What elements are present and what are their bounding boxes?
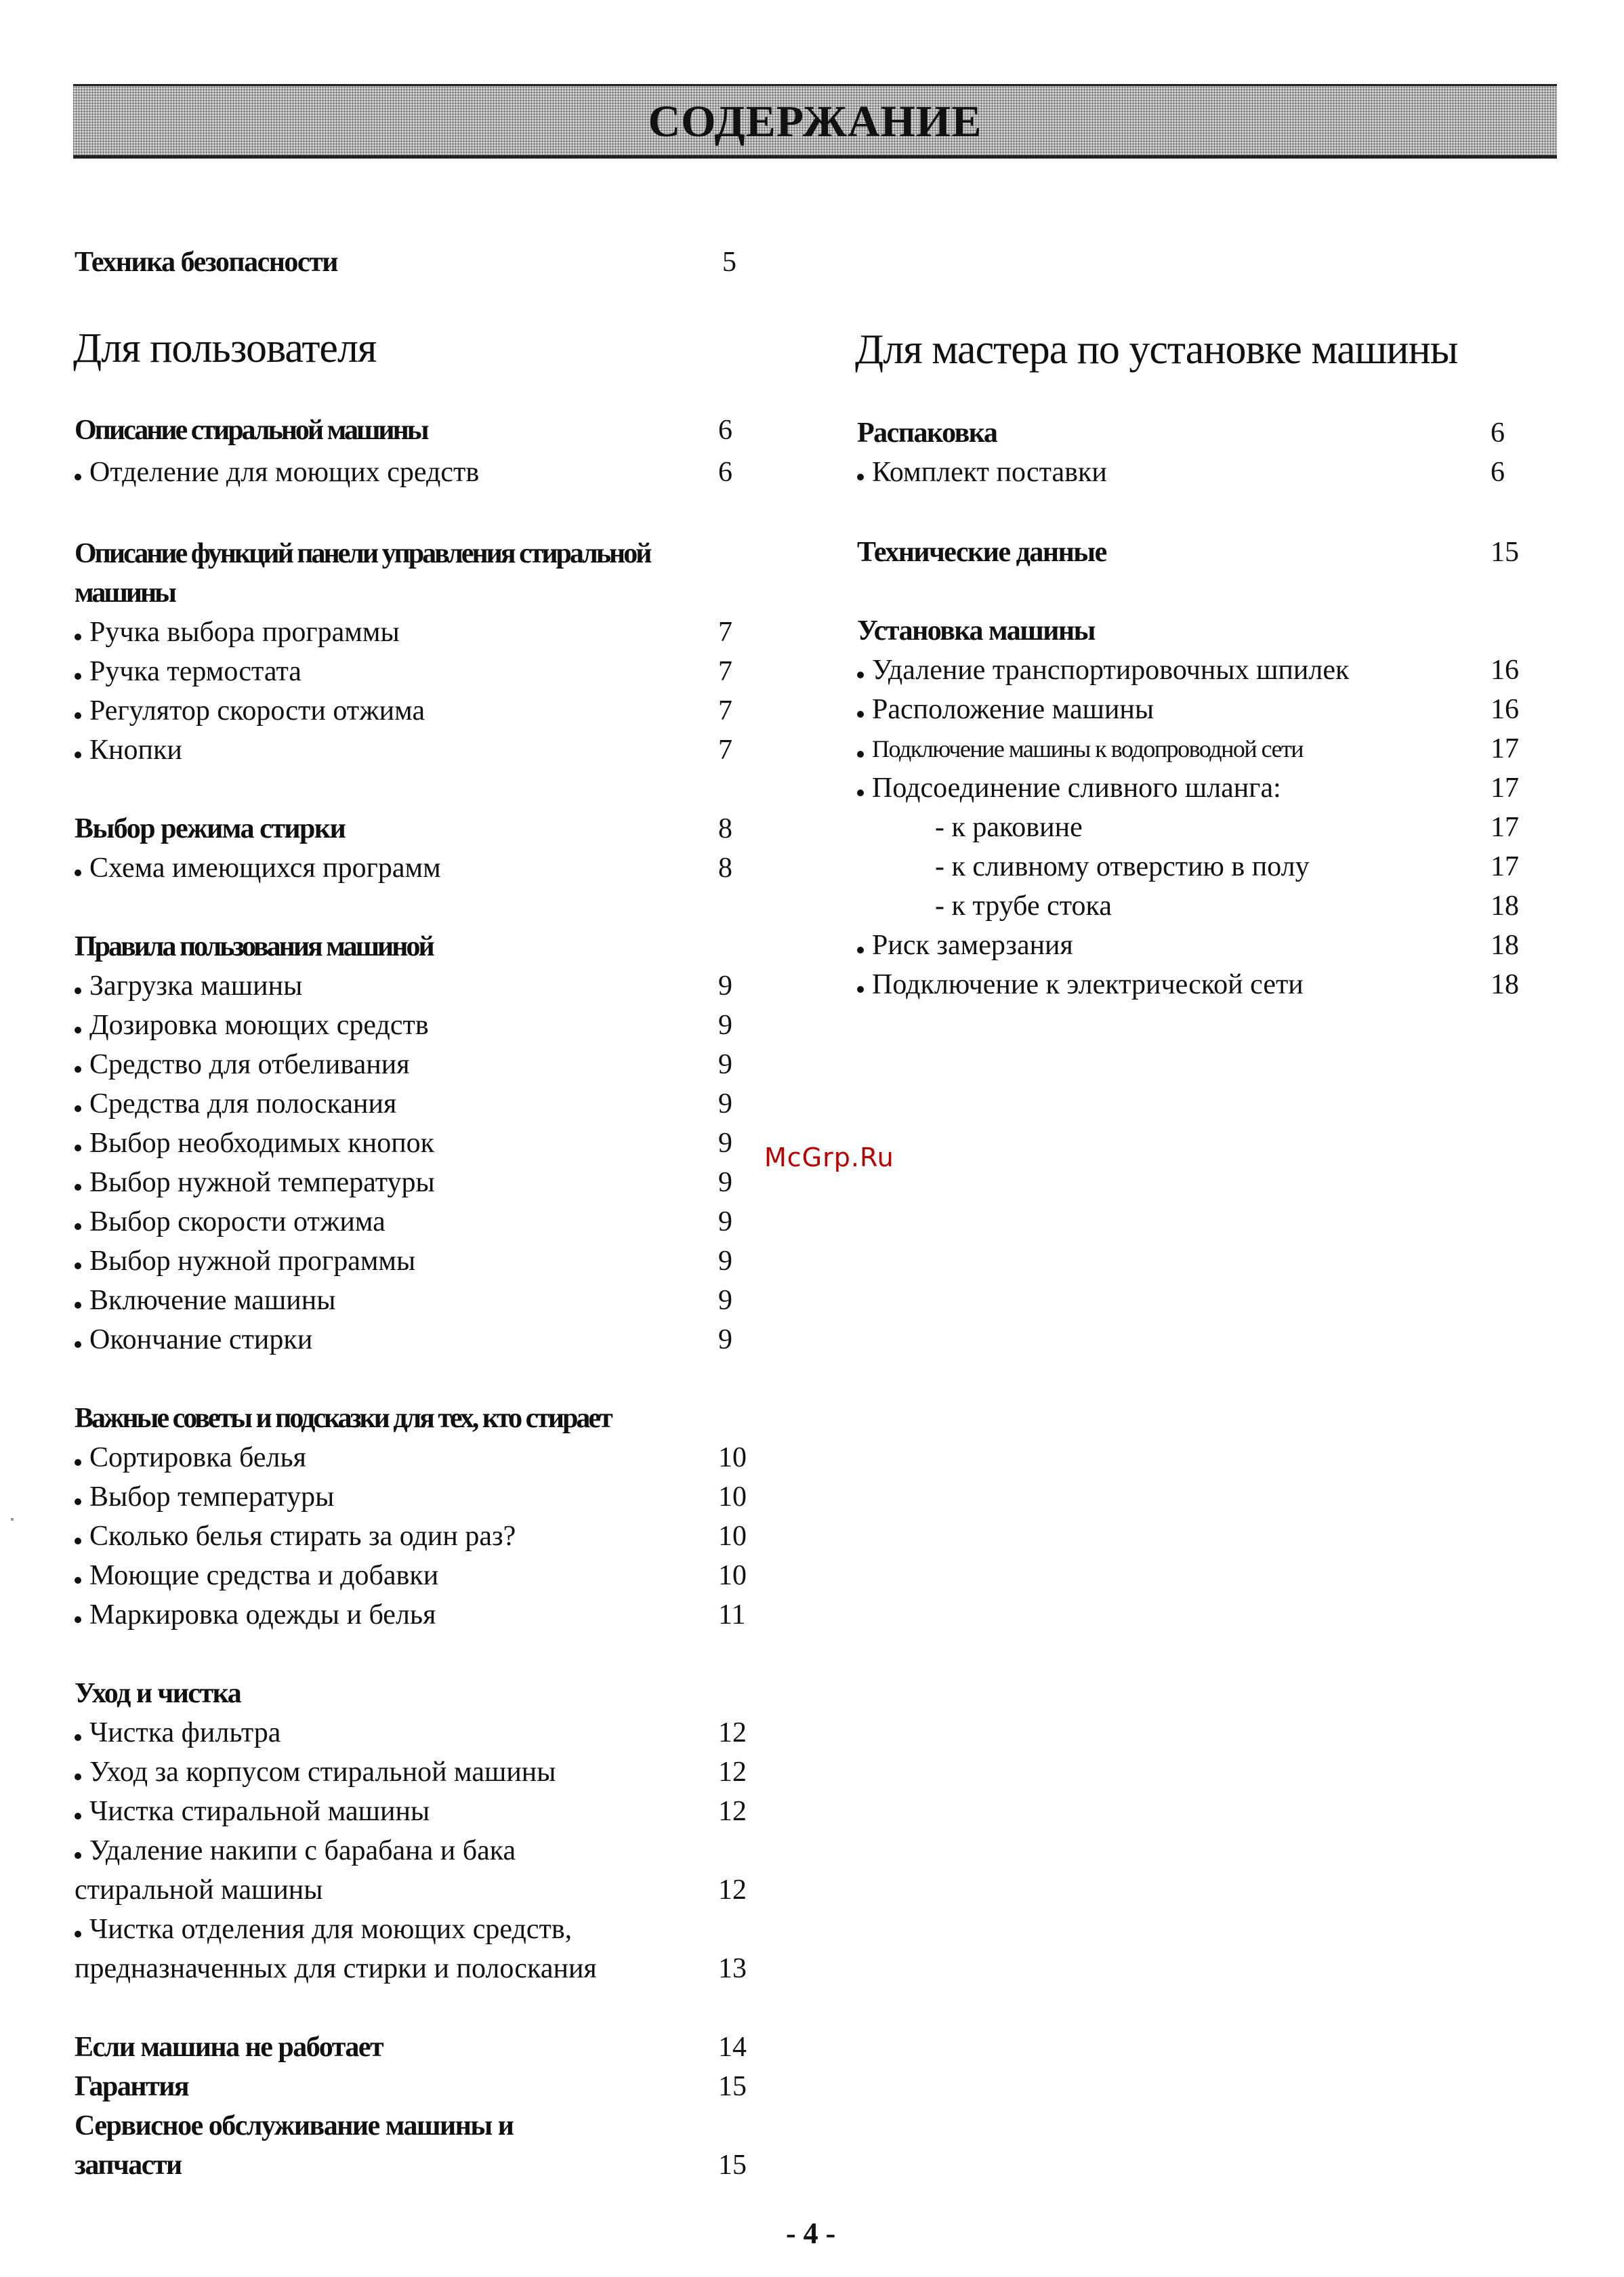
toc-section-entry[interactable] xyxy=(75,2146,752,2185)
toc-entry-page: 13 xyxy=(718,1953,747,1984)
toc-entry-label xyxy=(75,691,425,731)
toc-entry-text: машины xyxy=(75,577,175,609)
toc-entry-label xyxy=(75,573,175,613)
toc-entry-label xyxy=(75,1556,438,1595)
toc-entry[interactable] xyxy=(75,1202,752,1242)
toc-entry-text: Сколько белья стирать за один раз? xyxy=(89,1521,516,1552)
toc-entry-text: Подключение машины к водопроводной сети xyxy=(872,735,1304,762)
toc-entry-page: 15 xyxy=(718,2150,747,2181)
toc-entry-text: запчасти xyxy=(75,2150,182,2181)
toc-entry[interactable] xyxy=(75,731,752,770)
toc-entry[interactable] xyxy=(75,1949,752,1988)
toc-entry-label xyxy=(75,2067,188,2106)
toc-entry-label xyxy=(935,808,1083,847)
toc-entry-text: Загрузка машины xyxy=(89,970,303,1002)
toc-entry[interactable] xyxy=(857,729,1535,768)
toc-entry[interactable] xyxy=(75,1281,752,1320)
bullet-icon xyxy=(857,711,864,718)
toc-entry-label xyxy=(75,1084,396,1124)
toc-entry[interactable] xyxy=(857,453,1535,492)
toc-entry-page: 15 xyxy=(718,2071,747,2102)
toc-section-entry[interactable] xyxy=(75,573,752,613)
toc-entry-text: Чистка фильтра xyxy=(89,1717,281,1748)
toc-entry[interactable] xyxy=(857,690,1535,729)
toc-entry-text: Риск замерзания xyxy=(872,930,1073,961)
toc-entry-text: Уход за корпусом стиральной машины xyxy=(89,1757,556,1788)
toc-entry-text: Чистка стиральной машины xyxy=(89,1796,430,1827)
toc-section-entry[interactable] xyxy=(857,533,1535,572)
toc-entry-page: 10 xyxy=(718,1442,747,1473)
toc-entry-label xyxy=(935,886,1112,926)
toc-entry-page: 16 xyxy=(1491,694,1519,725)
toc-entry-page: 9 xyxy=(718,1128,732,1159)
toc-entry-page: 18 xyxy=(1491,930,1519,961)
bullet-icon xyxy=(75,987,81,994)
bullet-icon xyxy=(857,474,864,480)
toc-entry-label xyxy=(75,1910,572,1949)
toc-entry[interactable] xyxy=(857,847,1535,886)
bullet-icon xyxy=(75,1577,81,1584)
toc-entry-page: 7 xyxy=(718,656,732,687)
watermark-text: McGrp.Ru xyxy=(764,1143,894,1172)
toc-entry[interactable] xyxy=(75,1870,752,1910)
toc-entry-text: Важные советы и подсказки для тех, кто стирает xyxy=(75,1403,611,1434)
toc-entry-page: 7 xyxy=(718,735,732,766)
toc-entry-page: 12 xyxy=(718,1874,747,1906)
toc-entry-label xyxy=(75,1124,434,1163)
toc-entry-label xyxy=(857,611,1095,651)
toc-entry-text: Выбор температуры xyxy=(89,1481,335,1513)
toc-section-entry[interactable] xyxy=(857,413,1535,453)
toc-entry[interactable] xyxy=(75,1242,752,1281)
toc-entry-text: предназначенных для стирки и полоскания xyxy=(75,1953,597,1984)
toc-entry-text: Включение машины xyxy=(89,1285,336,1316)
toc-entry-page: 12 xyxy=(718,1796,747,1827)
toc-entry-text: - к трубе стока xyxy=(935,890,1112,922)
contents-title: СОДЕРЖАНИЕ xyxy=(648,97,982,146)
toc-entry-label xyxy=(75,1949,597,1988)
toc-entry-label xyxy=(75,1281,335,1320)
toc-entry-page: 9 xyxy=(718,1010,732,1041)
toc-entry-label xyxy=(75,1045,410,1084)
toc-section-entry[interactable] xyxy=(75,2106,752,2146)
toc-entry-text: Технические данные xyxy=(857,537,1106,568)
toc-entry-text: Схема имеющихся программ xyxy=(89,853,441,884)
toc-entry-label xyxy=(857,651,1349,690)
toc-entry-text: Уход и чистка xyxy=(75,1678,241,1709)
toc-entry-text: Описание стиральной машины xyxy=(75,415,428,446)
toc-entry-text: Маркировка одежды и белья xyxy=(89,1599,436,1630)
toc-entry-label xyxy=(75,848,441,888)
bullet-icon xyxy=(75,712,81,719)
toc-entry-label xyxy=(857,533,1106,572)
toc-entry-label xyxy=(75,411,428,450)
toc-entry[interactable] xyxy=(75,453,752,492)
toc-entry-label xyxy=(75,453,479,492)
toc-entry-page: 15 xyxy=(1491,537,1519,568)
bullet-icon xyxy=(75,869,81,876)
toc-entry-page: 17 xyxy=(1491,812,1519,843)
toc-entry-page: 6 xyxy=(1491,417,1505,449)
toc-entry-label xyxy=(75,731,182,770)
toc-section-entry[interactable] xyxy=(75,2067,752,2106)
bullet-icon xyxy=(75,1773,81,1780)
toc-section-entry[interactable] xyxy=(75,809,752,848)
toc-entry-text: Выбор нужной программы xyxy=(89,1246,416,1277)
bullet-icon xyxy=(75,634,81,640)
toc-entry-label xyxy=(75,927,433,966)
toc-entry[interactable] xyxy=(857,965,1535,1004)
toc-entry[interactable] xyxy=(75,1163,752,1202)
toc-entry[interactable] xyxy=(75,1517,752,1556)
toc-entry-page: 10 xyxy=(718,1521,747,1552)
bullet-icon xyxy=(857,672,864,678)
bullet-icon xyxy=(75,1931,81,1937)
toc-entry-page: 6 xyxy=(718,415,732,446)
toc-entry-label xyxy=(75,613,400,652)
toc-entry-text: Правила пользования машиной xyxy=(75,931,433,962)
toc-entry[interactable] xyxy=(75,1910,752,1949)
toc-entry-label xyxy=(857,413,997,453)
toc-entry-label xyxy=(75,2146,182,2185)
bullet-icon xyxy=(75,1538,81,1544)
toc-section-entry[interactable] xyxy=(75,411,752,450)
bullet-icon xyxy=(75,1184,81,1191)
toc-entry[interactable] xyxy=(75,652,752,691)
toc-entry-text: - к раковине xyxy=(935,812,1083,843)
bullet-icon xyxy=(75,673,81,680)
toc-entry-label xyxy=(935,847,1310,886)
bullet-icon xyxy=(75,1302,81,1309)
toc-entry-text: Выбор режима стирки xyxy=(75,813,346,844)
toc-entry[interactable] xyxy=(75,1320,752,1359)
toc-entry-text: Подсоединение сливного шланга: xyxy=(872,773,1281,804)
toc-entry-label xyxy=(75,652,301,691)
bullet-icon xyxy=(75,1852,81,1859)
toc-entry[interactable] xyxy=(75,1595,752,1635)
page-number: - 4 - xyxy=(786,2217,836,2250)
toc-entry-label xyxy=(75,1320,312,1359)
toc-entry-text: Окончание стирки xyxy=(89,1324,313,1355)
toc-entry-page: 9 xyxy=(718,1088,732,1120)
toc-entry-label xyxy=(75,1595,436,1635)
bullet-icon xyxy=(75,1459,81,1466)
bullet-icon xyxy=(75,1223,81,1230)
bullet-icon xyxy=(75,1105,81,1112)
toc-entry-label xyxy=(75,1163,435,1202)
toc-entry-text: Расположение машины xyxy=(872,694,1154,725)
toc-entry-text: Распаковка xyxy=(857,417,997,449)
toc-entry-label xyxy=(75,1870,323,1910)
user-section-heading: Для пользователя xyxy=(73,325,377,371)
toc-entry-label xyxy=(857,768,1281,808)
toc-entry-text: Удаление накипи с барабана и бака xyxy=(89,1835,516,1866)
toc-entry-text: Выбор необходимых кнопок xyxy=(89,1128,435,1159)
toc-entry[interactable] xyxy=(75,1477,752,1517)
toc-entry-label xyxy=(857,690,1154,729)
toc-entry-page: 6 xyxy=(718,457,732,488)
toc-entry-page: 12 xyxy=(718,1717,747,1748)
toc-entry-text: Кнопки xyxy=(89,735,182,766)
toc-entry-page: 9 xyxy=(718,1049,732,1080)
toc-entry[interactable] xyxy=(75,1831,752,1870)
toc-entry-text: Сервисное обслуживание машины и xyxy=(75,2110,514,2141)
toc-entry-label xyxy=(75,1674,241,1713)
toc-entry-page: 16 xyxy=(1491,655,1519,686)
toc-entry-text: Моющие средства и добавки xyxy=(89,1560,439,1591)
toc-entry-page: 10 xyxy=(718,1481,747,1513)
toc-entry-label xyxy=(75,1752,556,1792)
toc-entry-label xyxy=(75,1202,386,1242)
bullet-icon xyxy=(75,1066,81,1073)
toc-entry-label xyxy=(75,1399,611,1438)
toc-entry-label xyxy=(75,1438,306,1477)
bullet-icon xyxy=(75,1498,81,1505)
toc-entry[interactable] xyxy=(75,691,752,731)
toc-entry-label xyxy=(857,926,1073,965)
bullet-icon xyxy=(75,1341,81,1348)
toc-entry-page: 17 xyxy=(1491,773,1519,804)
toc-section-entry[interactable] xyxy=(75,2028,752,2067)
contents-header-bar xyxy=(73,84,1557,159)
toc-entry-page: 17 xyxy=(1491,851,1519,882)
toc-entry-page: 10 xyxy=(718,1560,747,1591)
toc-entry-label xyxy=(75,2028,383,2067)
bullet-icon xyxy=(75,1616,81,1623)
toc-entry-text: Ручка термостата xyxy=(89,656,301,687)
toc-entry-label xyxy=(75,809,345,848)
toc-entry[interactable] xyxy=(857,926,1535,965)
toc-entry[interactable] xyxy=(857,886,1535,926)
toc-entry-page: 17 xyxy=(1491,733,1519,764)
toc-entry-label xyxy=(857,729,1303,768)
toc-entry-page: 18 xyxy=(1491,969,1519,1000)
toc-entry[interactable] xyxy=(857,768,1535,808)
toc-entry-text: Подключение к электрической сети xyxy=(872,969,1304,1000)
toc-entry-label xyxy=(75,966,302,1006)
toc-entry-text: Комплект поставки xyxy=(872,457,1107,488)
toc-entry-page: 9 xyxy=(718,1206,732,1237)
toc-entry-text: Удаление транспортировочных шпилек xyxy=(872,655,1350,686)
toc-entry[interactable] xyxy=(75,1792,752,1831)
toc-entry[interactable] xyxy=(857,808,1535,847)
toc-entry-page: 5 xyxy=(722,247,736,278)
toc-entry-page: 7 xyxy=(718,695,732,726)
toc-entry-label: Техника безопасности xyxy=(75,247,337,278)
toc-entry-label xyxy=(75,1792,430,1831)
toc-entry-text: стиральной машины xyxy=(75,1874,323,1906)
bullet-icon xyxy=(75,752,81,758)
toc-section-entry[interactable] xyxy=(75,534,752,573)
toc-entry-label xyxy=(75,1517,516,1556)
toc-entry-page: 14 xyxy=(718,2032,747,2063)
toc-entry-text: Чистка отделения для моющих средств, xyxy=(89,1914,572,1945)
bullet-icon xyxy=(75,1027,81,1033)
toc-entry-page: 12 xyxy=(718,1757,747,1788)
toc-entry-text: - к сливному отверстию в полу xyxy=(935,851,1310,882)
toc-entry-label xyxy=(75,1831,516,1870)
bullet-icon xyxy=(75,474,81,480)
toc-entry-label xyxy=(75,2106,513,2146)
toc-entry[interactable] xyxy=(75,1556,752,1595)
toc-entry[interactable] xyxy=(75,1713,752,1752)
toc-entry-text: Ручка выбора программы xyxy=(89,617,400,648)
toc-entry[interactable] xyxy=(75,848,752,888)
bullet-icon xyxy=(75,1263,81,1269)
toc-entry-page: 8 xyxy=(718,813,732,844)
bullet-icon xyxy=(75,1145,81,1151)
toc-entry-page: 6 xyxy=(1491,457,1505,488)
toc-entry[interactable] xyxy=(75,1752,752,1792)
toc-entry-text: Выбор скорости отжима xyxy=(89,1206,386,1237)
toc-entry-label xyxy=(75,1477,334,1517)
toc-entry-page: 9 xyxy=(718,1324,732,1355)
toc-entry[interactable] xyxy=(75,1438,752,1477)
toc-entry-page: 9 xyxy=(718,970,732,1002)
toc-entry-label xyxy=(75,1242,415,1281)
toc-entry[interactable] xyxy=(75,1045,752,1084)
toc-entry-page: 18 xyxy=(1491,890,1519,922)
master-section-heading: Для мастера по установке машины xyxy=(855,327,1458,373)
toc-entry[interactable] xyxy=(75,1124,752,1163)
toc-section-entry[interactable] xyxy=(75,927,752,966)
toc-entry-label xyxy=(857,965,1304,1004)
bullet-icon xyxy=(857,751,864,758)
toc-entry-page: 9 xyxy=(718,1246,732,1277)
toc-entry[interactable] xyxy=(75,1084,752,1124)
scan-speck xyxy=(11,1518,14,1521)
toc-section-entry[interactable] xyxy=(75,1399,752,1438)
toc-entry[interactable] xyxy=(75,1006,752,1045)
toc-entry-page: 9 xyxy=(718,1285,732,1316)
toc-entry-text: Гарантия xyxy=(75,2071,189,2102)
toc-entry[interactable] xyxy=(75,613,752,652)
toc-entry-text: Если машина не работает xyxy=(75,2032,383,2063)
toc-entry-page: 9 xyxy=(718,1167,732,1198)
toc-entry-text: Средство для отбеливания xyxy=(89,1049,410,1080)
toc-entry-page: 7 xyxy=(718,617,732,648)
toc-entry-label xyxy=(75,1713,280,1752)
toc-section-entry[interactable] xyxy=(75,1674,752,1713)
bullet-icon xyxy=(857,947,864,953)
bullet-icon xyxy=(75,1734,81,1741)
toc-entry-text: Выбор нужной температуры xyxy=(89,1167,435,1198)
toc-entry-page: 8 xyxy=(718,853,732,884)
toc-entry-text: Регулятор скорости отжима xyxy=(89,695,425,726)
toc-entry-text: Дозировка моющих средств xyxy=(89,1010,429,1041)
toc-entry-text: Установка машины xyxy=(857,615,1095,647)
toc-entry-label xyxy=(75,534,650,573)
toc-entry-label xyxy=(857,453,1107,492)
toc-entry-text: Описание функций панели управления стиральной xyxy=(75,538,650,569)
toc-entry[interactable] xyxy=(75,966,752,1006)
toc-entry-page: 11 xyxy=(718,1599,746,1630)
bullet-icon xyxy=(857,789,864,796)
toc-entry-label xyxy=(75,1006,429,1045)
toc-entry-text: Сортировка белья xyxy=(89,1442,306,1473)
toc-section-entry[interactable] xyxy=(857,611,1535,651)
toc-entry[interactable] xyxy=(857,651,1535,690)
toc-entry-text: Средства для полоскания xyxy=(89,1088,397,1120)
bullet-icon xyxy=(857,986,864,993)
bullet-icon xyxy=(75,1813,81,1820)
toc-safety-entry[interactable] xyxy=(75,243,752,282)
toc-entry-text: Отделение для моющих средств xyxy=(89,457,480,488)
